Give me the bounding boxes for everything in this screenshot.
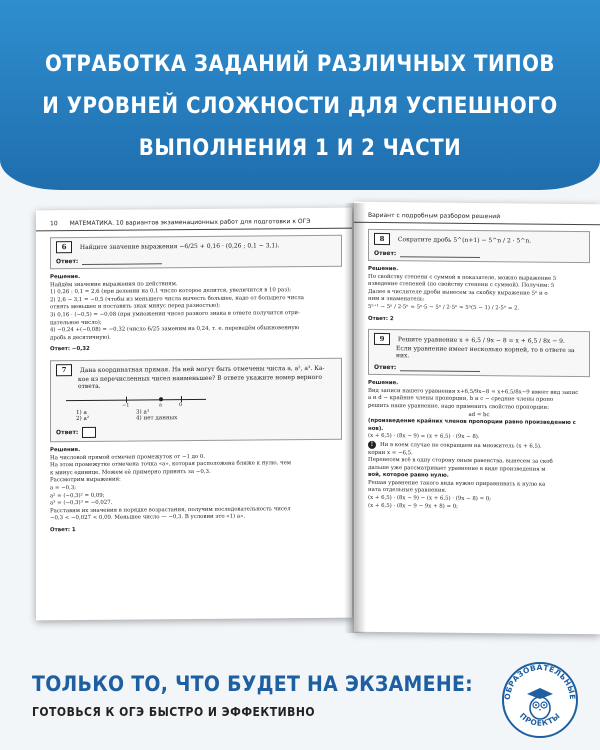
header-banner (0, 0, 600, 190)
axis-label: a (159, 402, 162, 409)
axis-label: −1 (122, 402, 130, 409)
solution-line: По свойству степени с суммой в показателе, можно выражение 5 (368, 273, 557, 282)
solution-line: (x + 6,5) · (8x − 9) − (x + 6,5) · (9x − 8) = 0; (368, 494, 492, 503)
task-text-line: Решите уравнение x + 6,5 / 9x − 8 = x + 6,5 / 8x − 9. (397, 336, 565, 346)
number-line-axis (66, 399, 206, 401)
answer-label: Ответ: (374, 249, 397, 258)
task-6 (50, 235, 342, 270)
solution-head: Решение. (368, 265, 399, 273)
solution-answer: Ответ: 1 (50, 526, 76, 534)
solution-line: a² = (−0,3)² = 0,09; (50, 492, 105, 499)
solution-line: Перенесем всё в одну сторону оным равенства, вынесем за скоб (368, 456, 553, 465)
task-text-line: Дана координатная прямая. На ней могут быть отмечены числа a, a², a³. Ка- (79, 364, 325, 374)
solution-head: Решение. (50, 446, 81, 454)
answer-row (56, 425, 336, 438)
solution-line: Ни в коем случае не сокращаем на множитель (x + 6,5). (380, 441, 542, 450)
answer-row (56, 256, 336, 265)
solution-line: 4) −0,24 +(−0,08) = −0,32 (число 6/25 заменим на 0,24, т. е. переведём обыкновенную (50, 325, 300, 334)
task-number: 9 (374, 333, 390, 345)
number-line-point (159, 397, 163, 401)
answer-label: Ответ: (56, 258, 79, 266)
solution-answer: Ответ: 2 (368, 315, 394, 322)
solution-line: a = −0,3; (50, 484, 77, 492)
solution-line: вой, которое равно нулю. (368, 472, 449, 479)
task-text-line: кое из перечисленных чисел наименьшее? В ответе укажите номер верного (78, 373, 322, 383)
option: 3) a³ (136, 409, 150, 416)
solution-line: Найдём значение выражения по действиям. (50, 280, 178, 288)
solution-line: Решая уравнение такого вида нужно приравнивать к нулю ка (368, 479, 546, 488)
solution-line: На числовой прямой отмечен промежуток от −1 до 0. (50, 453, 206, 461)
axis-label: 0 (179, 402, 183, 409)
publisher-logo (500, 660, 580, 740)
solution-line: дальше уже рассматривает уравнение в виде произведения м (368, 464, 546, 473)
solution-line: дробь в десятичную). (50, 334, 111, 342)
banner-title-line-1: ОТРАБОТКА ЗАДАНИЙ РАЗЛИЧНЫХ ТИПОВ (45, 52, 555, 77)
logo-text-bottom: ПРОЕКТЫ (517, 711, 563, 728)
bottom-headline: ТОЛЬКО ТО, ЧТО БУДЕТ НА ЭКЗАМЕНЕ: (32, 672, 474, 696)
solution-line: (x + 6,5) · (8x − 9) = (x + 6,5) · (9x − 8). (368, 433, 480, 441)
solution-line: На этом промежутке отмечена точка «a», которая расположена ближе к нулю, чем (50, 460, 291, 469)
bottom-subheadline: ГОТОВЬСЯ К ОГЭ БЫСТРО И ЭФФЕКТИВНО (32, 705, 316, 719)
solution-line: решить наше уравнение, надо применить свойство пропорции: (368, 402, 549, 411)
page-running-title: МАТЕМАТИКА. 10 вариантов экзаменационных работ для подготовки к ОГЭ (69, 217, 311, 228)
solution-line: Рассмотрим выражения: (50, 476, 121, 484)
left-page-header (36, 208, 352, 232)
task-text: Сократите дробь 5^(n+1) − 5^n / 2 · 5^n. (397, 236, 532, 245)
task-7 (50, 358, 342, 443)
task-9 (368, 329, 590, 377)
option: 1) a (76, 409, 87, 416)
book-gutter-shadow (344, 203, 366, 633)
option: 2) a² (76, 415, 90, 422)
page-number: 10 (50, 220, 58, 228)
solution-head: Решение. (50, 273, 81, 281)
solution-line: (произведение крайних членов пропорции равно произведению с (368, 417, 576, 427)
solution-line: −0,3 < −0,027 < 0,09. Меньшее число — −0,3. В условии это «1) a». (50, 513, 246, 522)
left-page (36, 208, 352, 621)
right-page (354, 202, 600, 635)
answer-options (76, 408, 336, 422)
right-page-header: Вариант с подробным разбором решений (354, 202, 600, 226)
task-text-line: ответа. (78, 382, 101, 390)
task-text-line: них. (396, 352, 410, 360)
solution-answer: Ответ: −0,32 (50, 346, 90, 353)
open-book (36, 203, 600, 633)
solution-9 (368, 380, 590, 512)
answer-row (374, 250, 584, 259)
task-text: Найдите значение выражения −6/25 + 0,16 · (0,26 ; 0,1 − 3,1). (79, 242, 280, 251)
solution-line: Расставим их значения в порядке возрастания, получим последовательность чисел (50, 505, 291, 514)
solution-line: к минус единице. Можем её примерно принять за −0,3. (50, 468, 211, 476)
solution-line: Вид записи нашего уравнения x+6,5/9x−8 = x+6,5/8x−9 имеет вид запис (368, 387, 579, 396)
number-line (56, 392, 336, 408)
answer-line (82, 263, 162, 265)
answer-line (400, 256, 480, 258)
answer-label: Ответ: (56, 428, 79, 437)
banner-title (20, 44, 580, 170)
option: 4) нет данных (136, 415, 178, 422)
solution-line: Далее в числителе дроби вынесем за скобку выражение 5ⁿ и о (368, 288, 548, 297)
solution-line: отнять меньшее и поставить знак минус перед разностью); (50, 303, 221, 311)
solution-line: 5ⁿ⁺¹ − 5ⁿ / 2·5ⁿ = 5ⁿ·5 − 5ⁿ / 2·5ⁿ = 5ⁿ(5 − 1) / 2·5ⁿ = 2. (368, 303, 520, 312)
answer-row (374, 364, 584, 373)
solution-line: ната отдельные уравнения. (368, 487, 447, 495)
answer-line (400, 370, 480, 372)
task-text-line: Если уравнение имеет несколько корней, то в ответе за (396, 345, 575, 355)
solution-8 (368, 266, 590, 325)
solution-line: нов). (368, 425, 384, 432)
answer-box (82, 427, 96, 438)
solution-line: корни x = −6,5. (368, 449, 413, 456)
banner-title-line-2: И УРОВНЕЙ СЛОЖНОСТИ ДЛЯ УСПЕШНОГО (42, 94, 558, 119)
solution-7 (50, 445, 342, 535)
solution-line: ним и знаменатель: (368, 296, 425, 303)
solution-6 (50, 272, 342, 354)
solution-line: (x + 6,5) · (8x − 9 − 9x + 8) = 0; (368, 502, 458, 510)
answer-label: Ответ: (374, 364, 397, 372)
warning-icon: ! (368, 441, 376, 449)
solution-line: 2) 2,6 − 3,1 = −0,5 (чтобы из меньшего числа вычесть большее, надо от большего числа (50, 294, 304, 304)
solution-line: 3) 0,16 · (−0,5) = −0,08 (при умножении чисел разного знака в ответе получится отри- (50, 310, 300, 319)
solution-line: a³ = (−0,3)³ = −0,027. (50, 499, 113, 507)
solution-line: цательное число); (50, 319, 102, 326)
logo-text-top: ОБРАЗОВАТЕЛЬНЫЕ (502, 662, 578, 701)
task-number: 6 (56, 241, 72, 253)
solution-line: a и d − крайние члены пропорции, b и c − средние члены пропо (368, 395, 554, 404)
solution-line: 1) 0,26 : 0,1 = 2,6 (при делении на 0,1 число которое делится, увеличится в 10 раз); (50, 287, 292, 296)
task-number: 7 (56, 364, 72, 376)
task-8 (368, 229, 590, 263)
banner-title-line-3: ВЫПОЛНЕНИЯ 1 И 2 ЧАСТИ (138, 136, 462, 161)
task-number: 8 (374, 233, 390, 245)
solution-line: ad = bc (468, 411, 490, 418)
solution-head: Решение. (368, 380, 399, 387)
solution-line: изведение степеней (по свойству степени с суммой). Получим: 5 (368, 281, 555, 289)
